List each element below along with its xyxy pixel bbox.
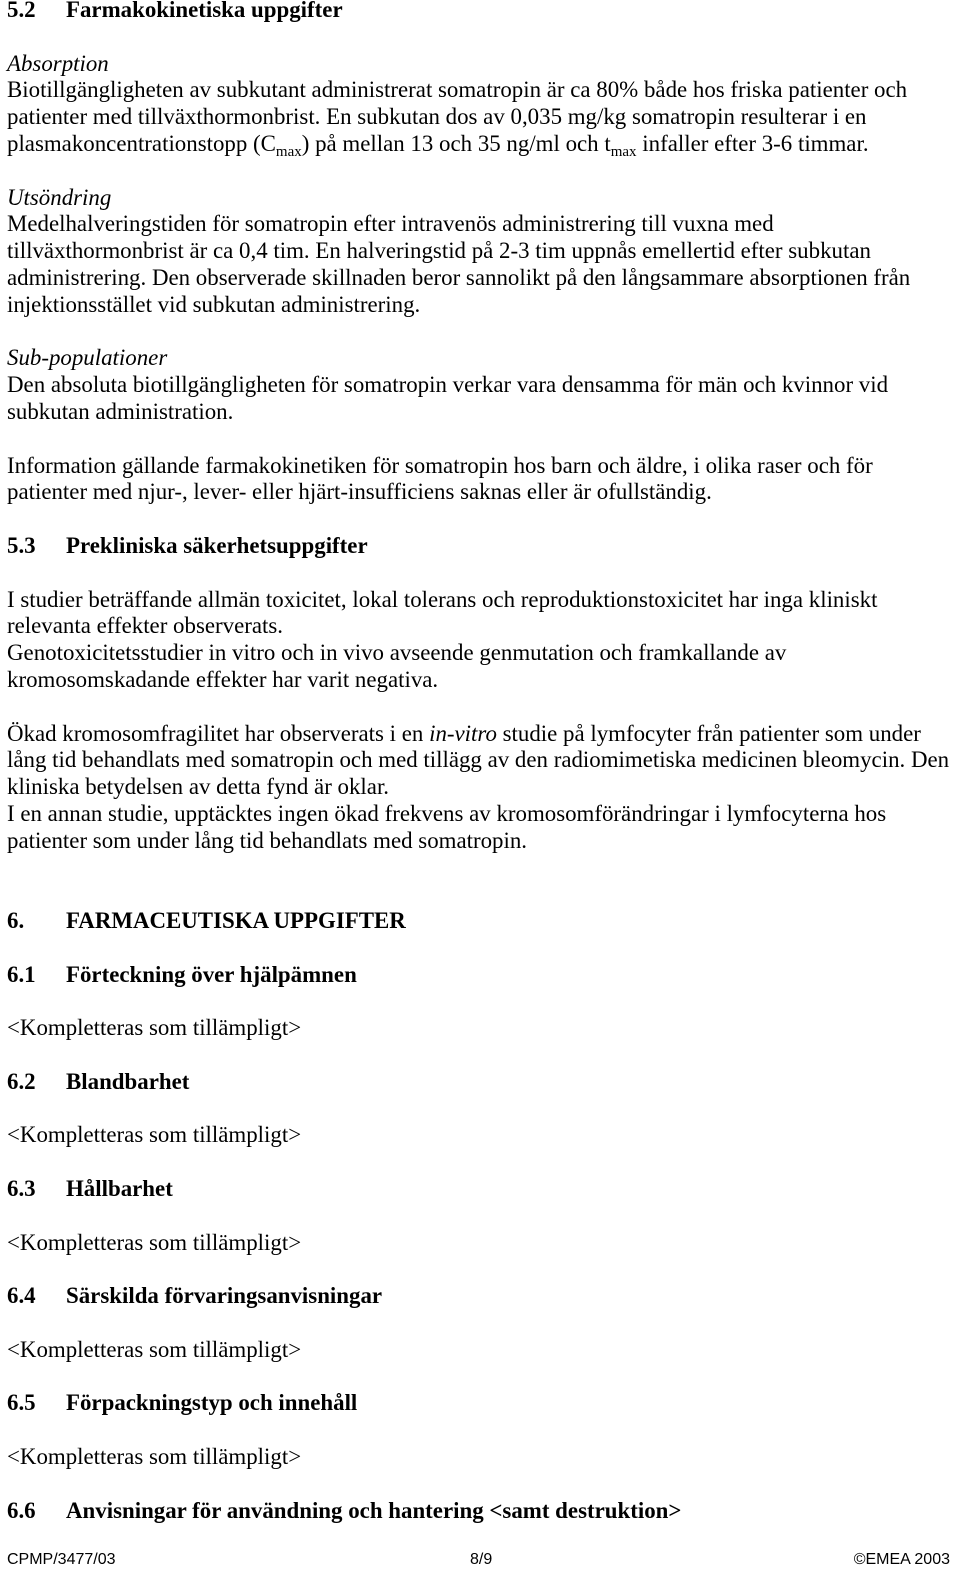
blank-line: [7, 158, 957, 185]
placeholder-text: <Kompletteras som tillämpligt>: [7, 1122, 302, 1148]
document-body: [7, 0, 957, 1524]
text-segment: studie på lymfocyter från patienter som under: [496, 720, 921, 746]
subscript-cmax: max: [275, 143, 302, 160]
blank-line: [7, 1149, 957, 1176]
blank-line: [7, 506, 957, 533]
subsection-heading-6-6: [7, 1498, 957, 1525]
blank-line: [7, 1096, 957, 1123]
blank-line: [7, 988, 957, 1015]
subsection-title: Särskilda förvaringsanvisningar: [66, 1283, 383, 1309]
subsection-title: Förteckning över hjälpämnen: [66, 961, 357, 987]
section-title: FARMACEUTISKA UPPGIFTER: [66, 908, 406, 934]
subsection-number: 6.1: [7, 961, 36, 987]
paragraph-line: administrering. Den observerade skillnaden beror sannolikt på den långsammare absorptionen från: [7, 264, 911, 290]
subscript-tmax: max: [610, 143, 637, 160]
page-number: 8/9: [470, 1551, 493, 1568]
blank-line: [7, 1256, 957, 1283]
section-number: 5.3: [7, 532, 36, 558]
placeholder-text: <Kompletteras som tillämpligt>: [7, 1444, 302, 1470]
document-reference: CPMP/3477/03: [7, 1551, 116, 1568]
text-segment: plasmakoncentrationstopp (C: [7, 130, 276, 156]
section-heading-6: [7, 908, 957, 935]
paragraph-line: Information gällande farmakokinetiken för somatropin hos barn och äldre, i olika raser och för: [7, 452, 873, 478]
subsection-heading-6-1: [7, 962, 957, 989]
paragraph-line-with-italic: [7, 721, 957, 748]
subsection-title: Anvisningar för användning och hantering <samt destruktion>: [66, 1497, 682, 1523]
subsection-number: 6.5: [7, 1390, 36, 1416]
paragraph-line: Biotillgängligheten av subkutant administrerat somatropin är ca 80% både hos friska patienter och: [7, 77, 908, 103]
paragraph-line: injektionsstället vid subkutan administrering.: [7, 291, 421, 317]
subheading-absorption: Absorption: [7, 50, 109, 76]
subsection-number: 6.6: [7, 1497, 36, 1523]
text-segment: ) på mellan 13 och 35 ng/ml och t: [301, 130, 611, 156]
italic-term: in-vitro: [429, 720, 497, 746]
section-title: Farmakokinetiska uppgifter: [66, 0, 343, 22]
blank-line: [7, 1417, 957, 1444]
blank-line: [7, 24, 957, 51]
paragraph-line: relevanta effekter observerats.: [7, 613, 284, 639]
subsection-title: Hållbarhet: [66, 1176, 173, 1202]
paragraph-line: Genotoxicitetsstudier in vitro och in vivo avseende genmutation och framkallande av: [7, 640, 787, 666]
paragraph-line: Medelhalveringstiden för somatropin efter intravenös administrering till vuxna med: [7, 211, 774, 237]
blank-line: [7, 855, 957, 882]
section-heading-5-3: [7, 533, 957, 560]
copyright-notice: ©EMEA 2003: [853, 1551, 950, 1568]
blank-line: [7, 319, 957, 346]
text-segment: Ökad kromosomfragilitet har observerats i en: [7, 720, 430, 746]
paragraph-line: Den absoluta biotillgängligheten för somatropin verkar vara densamma för män och kvinnor vid: [7, 372, 889, 398]
subheading-elimination: Utsöndring: [7, 184, 112, 210]
blank-line: [7, 1364, 957, 1391]
placeholder-text: <Kompletteras som tillämpligt>: [7, 1229, 302, 1255]
placeholder-text: <Kompletteras som tillämpligt>: [7, 1336, 302, 1362]
paragraph-line: kliniska betydelsen av detta fynd är oklar.: [7, 774, 390, 800]
paragraph-line: tillväxthormonbrist är ca 0,4 tim. En halveringstid på 2-3 tim uppnås emellertid efter subkutan: [7, 238, 871, 264]
blank-line: [7, 560, 957, 587]
placeholder-text: <Kompletteras som tillämpligt>: [7, 1015, 302, 1041]
paragraph-line: kromosomskadande effekter har varit negativa.: [7, 666, 439, 692]
paragraph-line: I en annan studie, upptäcktes ingen ökad frekvens av kromosomförändringar i lymfocyterna hos: [7, 800, 887, 826]
subsection-heading-6-5: [7, 1390, 957, 1417]
blank-line: [7, 694, 957, 721]
subsection-heading-6-2: [7, 1069, 957, 1096]
page-footer: [0, 1550, 960, 1570]
paragraph-line: patienter med tillväxthormonbrist. En subkutan dos av 0,035 mg/kg somatropin resulterar i en: [7, 104, 867, 130]
blank-line: [7, 1203, 957, 1230]
blank-line: [7, 935, 957, 962]
section-heading-5-2: [7, 0, 957, 24]
paragraph-line-with-subscripts: [7, 131, 957, 158]
section-number: 6.: [7, 908, 25, 934]
paragraph-line: I studier beträffande allmän toxicitet, lokal tolerans och reproduktionstoxicitet har inga kliniskt: [7, 586, 878, 612]
paragraph-line: subkutan administration.: [7, 398, 234, 424]
subsection-number: 6.4: [7, 1283, 36, 1309]
subsection-number: 6.3: [7, 1176, 36, 1202]
subsection-number: 6.2: [7, 1068, 36, 1094]
subsection-heading-6-4: [7, 1283, 957, 1310]
blank-line: [7, 1310, 957, 1337]
blank-line: [7, 881, 957, 908]
subsection-title: Blandbarhet: [66, 1068, 190, 1094]
section-title: Prekliniska säkerhetsuppgifter: [66, 532, 368, 558]
paragraph-line: patienter med njur-, lever- eller hjärt-insufficiens saknas eller är ofullständig.: [7, 479, 712, 505]
paragraph-line: patienter som under lång tid behandlats med somatropin.: [7, 827, 528, 853]
paragraph-line: lång tid behandlats med somatropin och med tillägg av den radiomimetiska medicinen bleomycin. Den: [7, 747, 950, 773]
subsection-heading-6-3: [7, 1176, 957, 1203]
subheading-subpopulations: Sub-populationer: [7, 345, 168, 371]
blank-line: [7, 1042, 957, 1069]
blank-line: [7, 426, 957, 453]
text-segment: infaller efter 3-6 timmar.: [636, 130, 869, 156]
subsection-title: Förpackningstyp och innehåll: [66, 1390, 358, 1416]
blank-line: [7, 1471, 957, 1498]
section-number: 5.2: [7, 0, 36, 22]
